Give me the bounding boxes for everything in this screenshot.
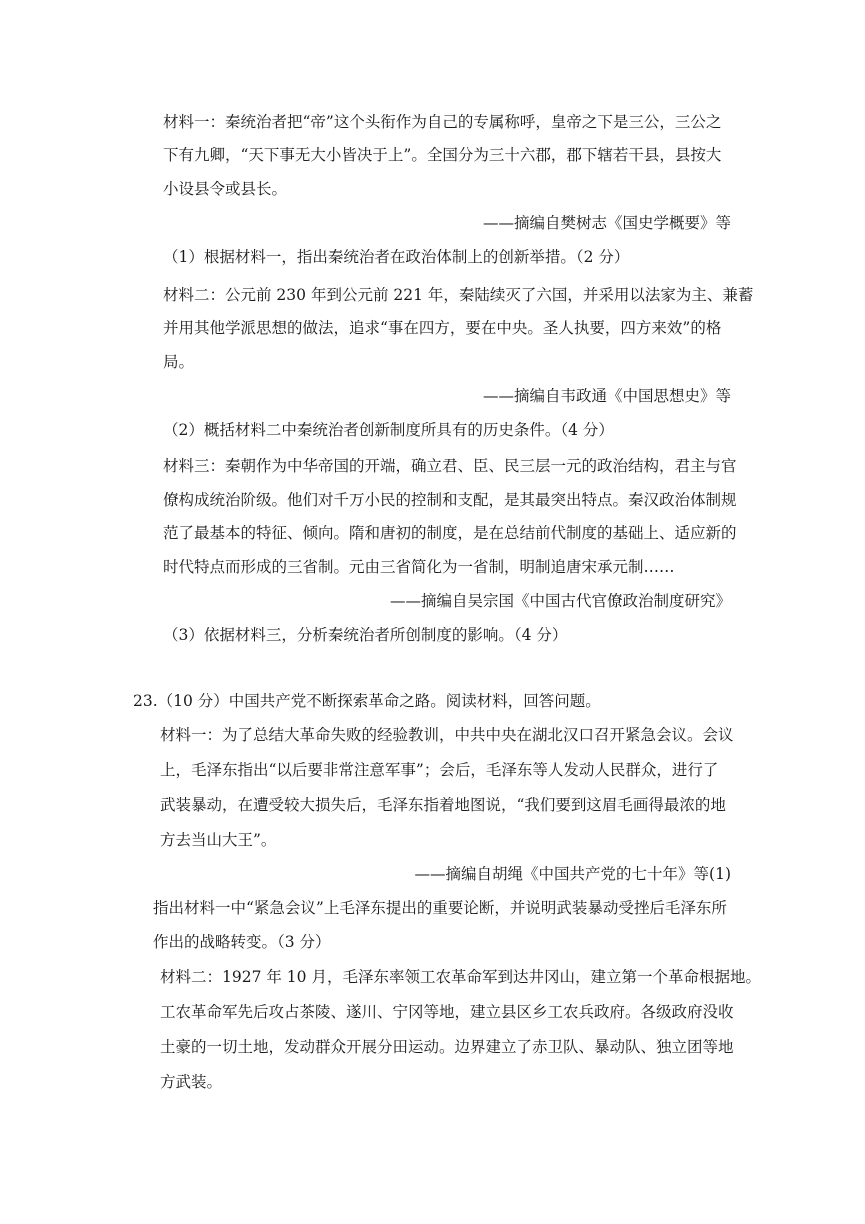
q23-material-2-line-4: 方武装。 (160, 1073, 223, 1091)
material-3-line-2: 僚构成统治阶级。他们对千万小民的控制和支配，是其最突出特点。秦汉政治体制规 (163, 491, 737, 509)
question-1: （1）根据材料一，指出秦统治者在政治体制上的创新举措。（2 分） (163, 248, 630, 266)
q23-material-1-line-4: 方去当山大王”。 (160, 831, 277, 849)
material-3-line-3: 范了最基本的特征、倾向。隋和唐初的制度，是在总结前代制度的基础上、适应新的 (163, 524, 737, 542)
material-1-line-1: 材料一：秦统治者把“帝”这个头衔作为自己的专属称呼，皇帝之下是三公，三公之 (163, 113, 722, 131)
q23-material-2-line-1: 材料二：1927 年 10 月，毛泽东率领工农革命军到达井冈山，建立第一个革命根据地。 (160, 968, 761, 986)
q23-question-1-line-2: 作出的战略转变。（3 分） (153, 933, 331, 951)
q23-material-1-line-2: 上，毛泽东指出“以后要非常注意军事”；会后，毛泽东等人发动人民群众，进行了 (160, 761, 719, 779)
question-2: （2）概括材料二中秦统治者创新制度所具有的历史条件。（4 分） (163, 421, 614, 439)
q23-material-1-source: ——摘编自胡绳《中国共产党的七十年》等(1) (414, 865, 731, 883)
material-1-line-3: 小设县令或县长。 (163, 180, 288, 198)
q23-material-1-line-1: 材料一：为了总结大革命失败的经验教训，中共中央在湖北汉口召开紧急会议。会议 (160, 726, 734, 744)
material-3-source: ——摘编自吴宗国《中国古代官僚政治制度研究》 (389, 592, 731, 610)
material-1-line-2: 下有九卿，“天下事无大小皆决于上”。全国分为三十六郡，郡下辖若干县，县按大 (163, 146, 722, 164)
question-23-header: 23.（10 分）中国共产党不断探索革命之路。阅读材料，回答问题。 (133, 692, 601, 710)
question-3: （3）依据材料三，分析秦统治者所创制度的影响。（4 分） (163, 626, 568, 644)
material-2-line-3: 局。 (163, 353, 195, 371)
material-1-source: ——摘编自樊树志《国史学概要》等 (482, 214, 731, 232)
q23-material-2-line-2: 工农革命军先后攻占茶陵、遂川、宁冈等地，建立县区乡工农兵政府。各级政府没收 (160, 1003, 734, 1021)
material-2-source: ——摘编自韦政通《中国思想史》等 (482, 387, 731, 405)
material-3-line-1: 材料三：秦朝作为中华帝国的开端，确立君、臣、民三层一元的政治结构，君主与官 (163, 457, 737, 475)
q23-material-1-line-3: 武装暴动，在遭受较大损失后，毛泽东指着地图说，“我们要到这眉毛画得最浓的地 (160, 796, 726, 814)
material-3-line-4: 时代特点而形成的三省制。元由三省简化为一省制，明制追唐宋承元制…… (163, 558, 675, 576)
q23-question-1-line-1: 指出材料一中“紧急会议”上毛泽东提出的重要论断，并说明武装暴动受挫后毛泽东所 (153, 899, 727, 917)
q23-material-2-line-3: 土豪的一切土地，发动群众开展分田运动。边界建立了赤卫队、暴动队、独立团等地 (160, 1038, 734, 1056)
material-2-line-1: 材料二：公元前 230 年到公元前 221 年，秦陆续灭了六国，并采用以法家为主、兼蓄 (163, 286, 754, 304)
material-2-line-2: 并用其他学派思想的做法，追求“事在四方，要在中央。圣人执要，四方来效”的格 (163, 319, 722, 337)
